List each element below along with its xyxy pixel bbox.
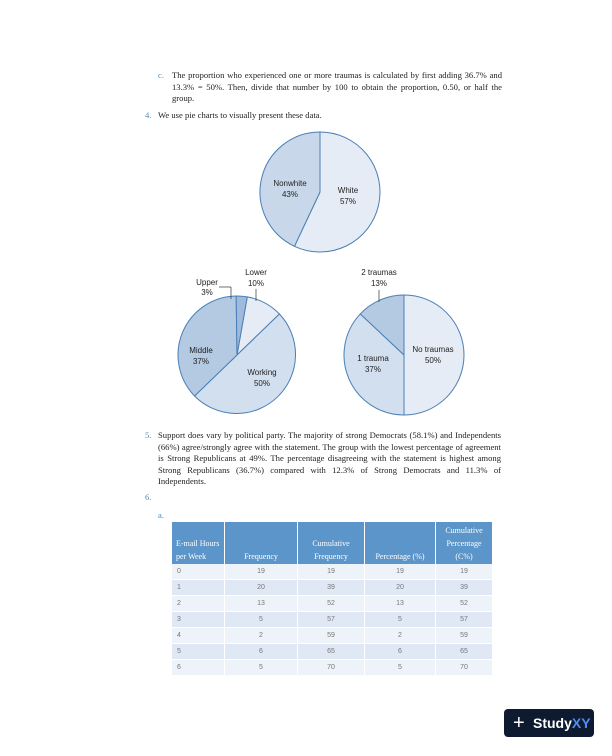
table-cell: 3: [172, 612, 225, 628]
label-1trauma-value: 37%: [364, 365, 382, 374]
header-email-hours: E-mail Hours per Week: [172, 522, 225, 564]
table-cell: 57: [298, 612, 365, 628]
brand-study: Study: [533, 715, 572, 731]
table-cell: 2: [225, 628, 298, 644]
label-lower-value: 10%: [247, 279, 265, 288]
table-cell: 39: [298, 580, 365, 596]
label-nonwhite-value: 43%: [281, 190, 299, 199]
table-cell: 2: [365, 628, 436, 644]
table-row: [172, 660, 493, 676]
table-cell: 70: [436, 660, 493, 676]
studyxy-badge[interactable]: [504, 709, 594, 737]
item-c-text: The proportion who experienced one or more traumas is calculated by first adding 36.7% and 13.3% = 50%. Then, divide that number by 100 to obtain the proportion, 0.50, or half the group.: [172, 70, 502, 104]
frequency-table: [172, 522, 493, 676]
table-cell: 19: [225, 564, 298, 580]
table-cell: 65: [436, 644, 493, 660]
table-cell: 5: [365, 660, 436, 676]
table-cell: 59: [298, 628, 365, 644]
table-cell: 5: [225, 612, 298, 628]
table-row: [172, 596, 493, 612]
table-cell: 20: [225, 580, 298, 596]
table-cell: 4: [172, 628, 225, 644]
label-2traumas-value: 13%: [370, 279, 388, 288]
label-working-name: Working: [247, 368, 277, 377]
label-nonwhite-name: Nonwhite: [273, 179, 307, 188]
brand-xy: XY: [571, 715, 591, 731]
label-working-value: 50%: [253, 379, 271, 388]
item-4-number: 4.: [145, 110, 152, 120]
table-cell: 0: [172, 564, 225, 580]
plus-icon: +: [513, 712, 525, 734]
table-cell: 6: [172, 660, 225, 676]
table-cell: 1: [172, 580, 225, 596]
label-lower-name: Lower: [245, 268, 267, 277]
pie-slice-no-traumas: [404, 295, 464, 415]
table-row: [172, 628, 493, 644]
table-row: [172, 580, 493, 596]
table-cell: 5: [172, 644, 225, 660]
label-upper-name: Upper: [196, 278, 218, 287]
label-1trauma-name: 1 trauma: [357, 354, 389, 363]
table-cell: 13: [365, 596, 436, 612]
header-frequency: Frequency: [225, 522, 298, 564]
table-cell: 13: [225, 596, 298, 612]
header-cumulative-frequency: Cumulative Frequency: [298, 522, 365, 564]
label-white-name: White: [337, 186, 359, 195]
table-cell: 6: [365, 644, 436, 660]
table-cell: 59: [436, 628, 493, 644]
table-cell: 19: [436, 564, 493, 580]
label-upper-value: 3%: [201, 288, 213, 297]
item-4-text: We use pie charts to visually present these data.: [158, 110, 322, 120]
table-cell: 52: [436, 596, 493, 612]
label-middle-name: Middle: [189, 346, 213, 355]
item-5-text: Support does vary by political party. The majority of strong Democrats (58.1%) and Independents (66%) agree/strongly agree with the statement. The group with the lowest percentage of agreement is Strong Republicans at 49%. The percentage disagreeing with the statement is highest among Strong Republicans (36.7%) compared with 12.3% of Strong Democrats and 11.3% of Independents.: [158, 430, 501, 487]
table-cell: 39: [436, 580, 493, 596]
header-percentage: Percentage (%): [365, 522, 436, 564]
table-cell: 6: [225, 644, 298, 660]
table-cell: 5: [365, 612, 436, 628]
table-row: [172, 612, 493, 628]
label-notraumas-value: 50%: [424, 356, 442, 365]
table-cell: 5: [225, 660, 298, 676]
item-c-label: c.: [158, 70, 164, 80]
table-cell: 65: [298, 644, 365, 660]
table-header-row: [172, 522, 493, 564]
label-notraumas-name: No traumas: [412, 345, 454, 354]
table-row: [172, 564, 493, 580]
table-cell: 70: [298, 660, 365, 676]
label-middle-value: 37%: [192, 357, 210, 366]
item-6a-label: a.: [158, 510, 164, 520]
brand-name: [533, 709, 591, 737]
table-cell: 19: [365, 564, 436, 580]
label-white-value: 57%: [339, 197, 357, 206]
table-cell: 20: [365, 580, 436, 596]
header-cumulative-percentage: Cumulative Percentage (C%): [436, 522, 493, 564]
label-2traumas-name: 2 traumas: [361, 268, 397, 277]
item-5-number: 5.: [145, 430, 152, 440]
table-cell: 19: [298, 564, 365, 580]
table-cell: 57: [436, 612, 493, 628]
table-row: [172, 644, 493, 660]
table-cell: 2: [172, 596, 225, 612]
item-6-number: 6.: [145, 492, 152, 502]
table-cell: 52: [298, 596, 365, 612]
